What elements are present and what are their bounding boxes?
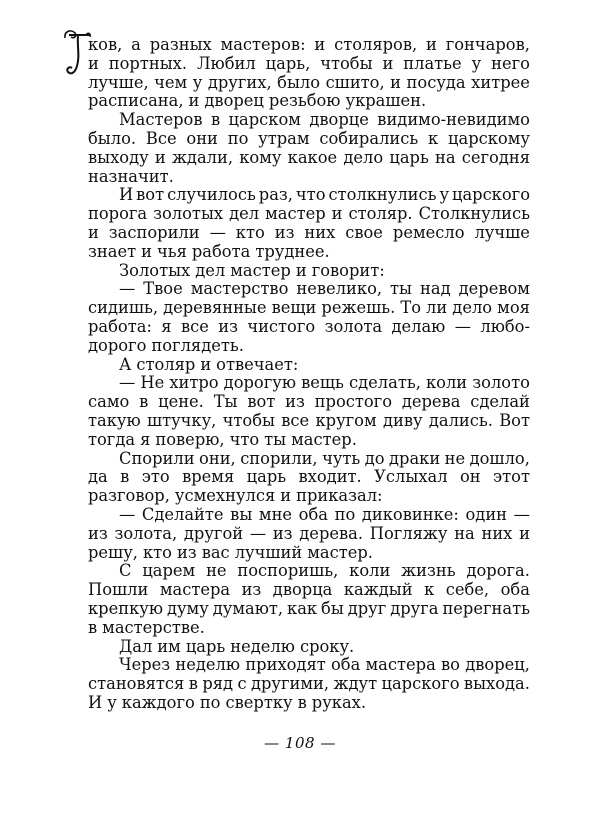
text-line: из золота, другой — из дерева. Погляжу на них и	[88, 523, 530, 543]
text-line: и заспорили — кто из них свое ремесло лучше	[88, 222, 530, 242]
text-line: работа: я все из чистого золота делаю — любо-	[88, 316, 530, 336]
text-line: Через неделю приходят оба мастера во дворец,	[119, 655, 530, 675]
text-line: — Сделайте вы мне оба по диковинке: один —	[119, 504, 530, 524]
text-line: само в цене. Ты вот из простого дерева сделай	[88, 392, 530, 412]
text-line: Пошли мастера из дворца каждый к себе, оба	[88, 580, 530, 600]
page-number: — 108 —	[264, 734, 336, 752]
text-line: С царем не поспоришь, коли жизнь дорога.	[119, 561, 530, 581]
text-line: расписана, и дворец резьбою украшен.	[88, 91, 427, 111]
text-line: А столяр и отвечает:	[119, 354, 299, 374]
text-line: становятся в ряд с другими, ждут царского выхода.	[88, 674, 530, 694]
text-line: — Не хитро дорогую вещь сделать, коли золото	[119, 373, 530, 393]
text-line: крепкую думу думают, как бы друг друга перегнать	[88, 598, 530, 618]
text-line: дорого поглядеть.	[88, 335, 244, 355]
text-line: и портных. Любил царь, чтобы и платье у него	[88, 53, 530, 73]
text-line: назначит.	[88, 166, 174, 186]
text-line: в мастерстве.	[88, 617, 205, 637]
text-line: сидишь, деревянные вещи режешь. То ли дело моя	[88, 298, 530, 318]
text-line: И у каждого по свертку в руках.	[88, 692, 367, 712]
text-line: Спорили они, спорили, чуть до драки не дошло,	[119, 448, 530, 468]
text-line: Дал им царь неделю сроку.	[119, 636, 355, 656]
text-line: выходу и ждали, кому какое дело царь на сегодня	[88, 147, 530, 167]
text-line: было. Все они по утрам собирались к царскому	[88, 128, 530, 148]
text-line: — Твое мастерство невелико, ты над деревом	[119, 279, 530, 299]
text-line: знает и чья работа труднее.	[88, 241, 330, 261]
text-line: лучше, чем у других, было сшито, и посуда хитрее	[88, 72, 530, 92]
story-text	[88, 36, 530, 713]
text-line: такую штучку, чтобы все кругом диву дались. Вот	[88, 410, 530, 430]
text-line: И вот случилось раз, что столкнулись у царского	[119, 185, 530, 205]
text-line: решу, кто из вас лучший мастер.	[88, 542, 373, 562]
text-line: Мастеров в царском дворце видимо-невидимо	[119, 110, 530, 130]
text-line: Золотых дел мастер и говорит:	[119, 260, 385, 280]
text-line: да в это время царь входит. Услыхал он этот	[88, 467, 530, 487]
text-line: ков, а разных мастеров: и столяров, и гончаров,	[88, 35, 530, 54]
text-line: разговор, усмехнулся и приказал:	[88, 486, 383, 506]
text-line: порога золотых дел мастер и столяр. Столкнулись	[88, 204, 530, 224]
text-line: тогда я поверю, что ты мастер.	[88, 429, 357, 449]
